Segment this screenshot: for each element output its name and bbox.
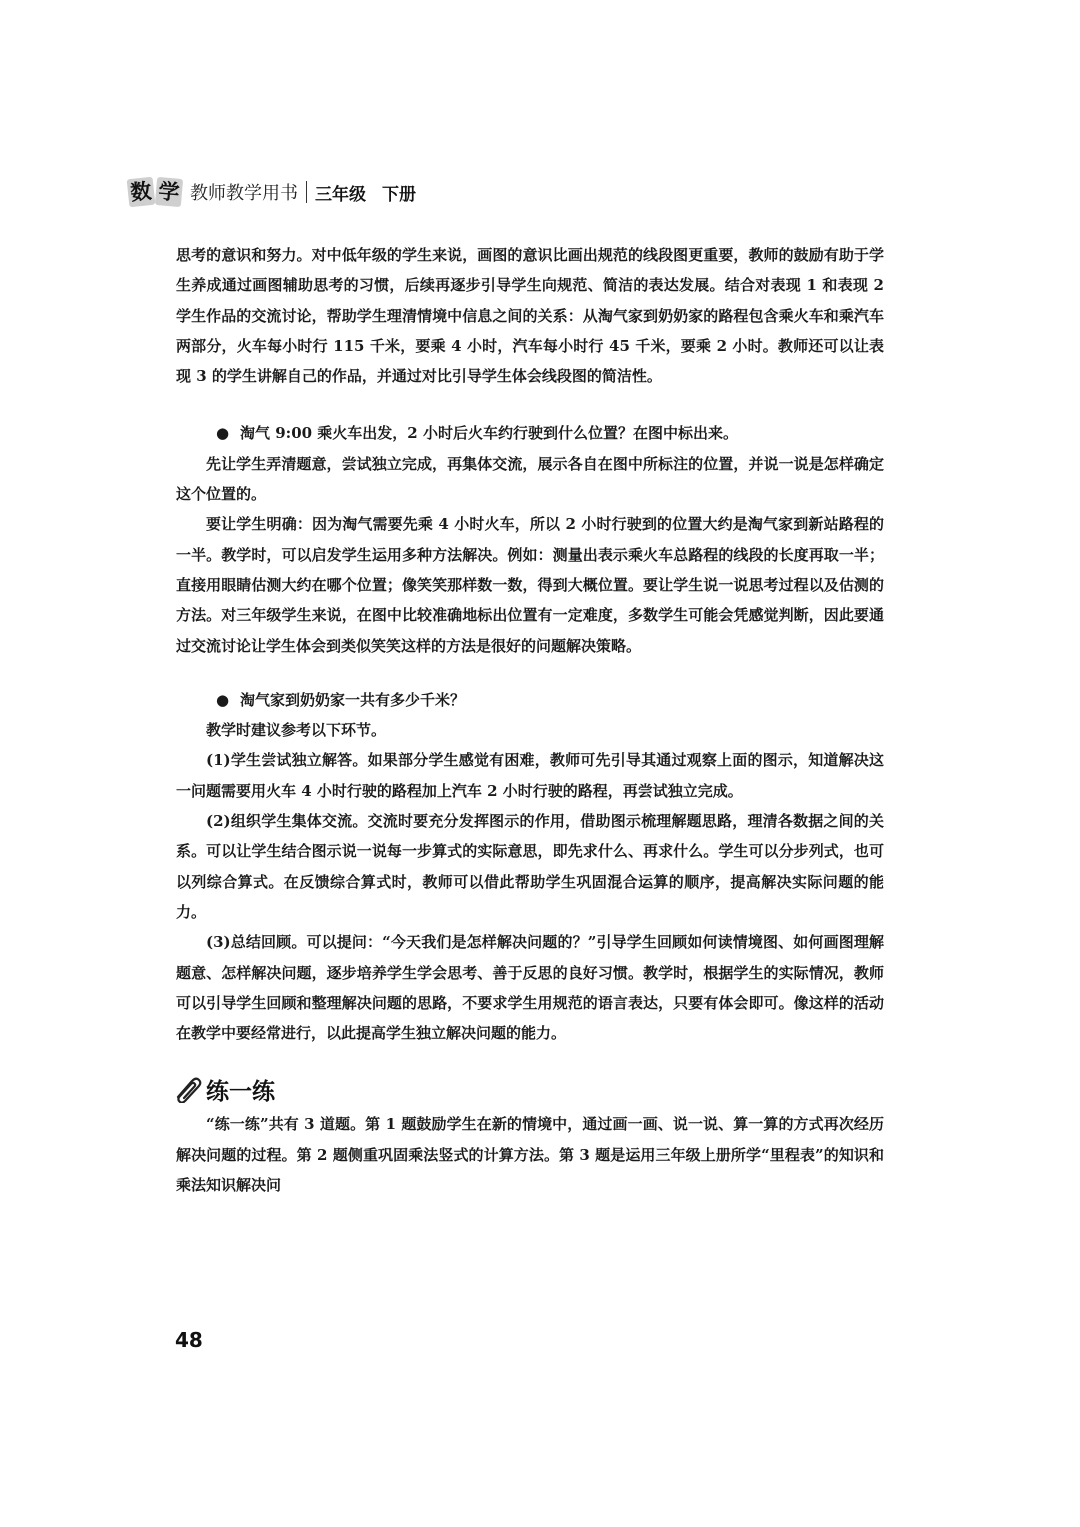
question-1-heading	[176, 418, 884, 448]
logo-char-shu: 数	[127, 177, 156, 208]
question-1-paragraph-1: 先让学生弄清题意，尝试独立完成，再集体交流，展示各自在图中所标注的位置，并说一说是怎样确定这个位置的。	[176, 454, 884, 504]
page-body	[176, 240, 884, 1200]
question-2-paragraph-3: (2)组织学生集体交流。交流时要充分发挥图示的作用，借助图示梳理解题思路，理清各数据之间的关系。可以让学生结合图示说一说每一步算式的实际意思，即先求什么、再求什么。学生可以分步列式，也可以列综合算式。在反馈综合算式时，教师可以借此帮助学生巩固混合运算的顺序，提高解决实际问题的能力。	[176, 812, 884, 921]
grade-label: 三年级	[315, 184, 366, 205]
volume-label: 下册	[382, 184, 416, 205]
practice-title: 练一练	[206, 1078, 275, 1105]
logo-char-xue: 学	[155, 177, 183, 207]
question-2-paragraph-2: (1)学生尝试独立解答。如果部分学生感觉有困难，教师可先引导其通过观察上面的图示，知道解决这一问题需要用火车 4 小时行驶的路程加上汽车 2 小时行驶的路程，再尝试独立完成。	[176, 751, 884, 800]
intro-paragraph: 思考的意识和努力。对中低年级的学生来说，画图的意识比画出规范的线段图更重要，教师的鼓励有助于学生养成通过画图辅助思考的习惯，后续再逐步引导学生向规范、简洁的表达发展。结合对表现 1 和表现 2 学生作品的交流讨论，帮助学生理清情境中信息之间的关系：从淘气家到奶奶家的路程包含乘火车和乘汽车两部分，火车每小时行 115 千米，要乘 4 小时，汽车每小时行 45 千米，要乘 2 小时。教师还可以让表现 3 的学生讲解自己的作品，并通过对比引导学生体会线段图的简洁性。	[176, 246, 884, 386]
bullet-icon: ●	[216, 690, 230, 709]
question-2-heading	[176, 685, 884, 715]
running-header	[128, 172, 416, 212]
spacer	[176, 391, 884, 418]
practice-paragraph: “练一练”共有 3 道题。第 1 题鼓励学生在新的情境中，通过画一画、说一说、算一算的方式再次经历解决问题的过程。第 2 题侧重巩固乘法竖式的计算方法。第 3 题是运用三年级上册所学“里程表”的知识和乘法知识解决问	[176, 1115, 884, 1195]
question-1-heading-text: 淘气 9:00 乘火车出发，2 小时后火车约行驶到什么位置？在图中标出来。	[240, 424, 738, 443]
question-2-heading-text: 淘气家到奶奶家一共有多少千米？	[240, 690, 466, 709]
question-2-paragraph-1: 教学时建议参考以下环节。	[206, 721, 387, 740]
spacer	[176, 661, 884, 685]
header-divider	[306, 181, 307, 203]
question-2-paragraph-4: (3)总结回顾。可以提问：“今天我们是怎样解决问题的？”引导学生回顾如何读情境图、如何画图理解题意、怎样解决问题，逐步培养学生学会思考、善于反思的良好习惯。教学时，根据学生的实际情况，教师可以引导学生回顾和整理解决问题的思路，不要求学生用规范的语言表达，只要有体会即可。像这样的活动在教学中要经常进行，以此提高学生独立解决问题的能力。	[176, 933, 884, 1043]
bullet-icon: ●	[216, 424, 230, 443]
book-title: 教师教学用书	[190, 183, 298, 204]
paperclip-icon	[172, 1075, 204, 1103]
question-1-paragraph-2: 要让学生明确：因为淘气需要先乘 4 小时火车，所以 2 小时行驶到的位置大约是淘气家到新站路程的一半。教学时，可以启发学生运用多种方法解决。例如：测量出表示乘火车总路程的线段的长度再取一半；直接用眼睛估测大约在哪个位置；像笑笑那样数一数，得到大概位置。要让学生说一说思考过程以及估测的方法。对三年级学生来说，在图中比较准确地标出位置有一定难度，多数学生可能会凭感觉判断，因此要通过交流讨论让学生体会到类似笑笑这样的方法是很好的问题解决策略。	[176, 515, 884, 655]
page-number: 48	[175, 1328, 203, 1352]
practice-section-title	[172, 1071, 884, 1107]
spacer	[176, 1048, 884, 1071]
